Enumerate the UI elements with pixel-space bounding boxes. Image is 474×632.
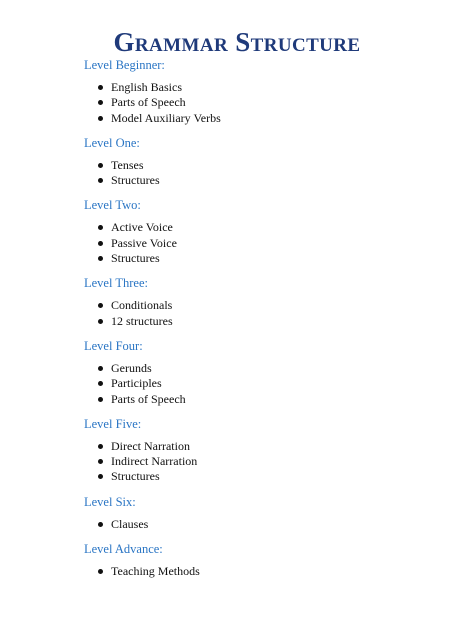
bullet-icon xyxy=(98,85,103,90)
list-item-text: Structures xyxy=(111,469,160,484)
list-item-text: Gerunds xyxy=(111,360,152,375)
list-item xyxy=(84,376,444,391)
list-item xyxy=(84,111,444,126)
level-heading: Level Advance: xyxy=(84,542,163,557)
bullet-icon xyxy=(98,319,103,324)
bullet-icon xyxy=(98,444,103,449)
section-level-one xyxy=(84,134,444,197)
list-item-text: Active Voice xyxy=(111,220,173,235)
topic-list xyxy=(84,557,444,587)
level-heading: Level One: xyxy=(84,135,140,150)
topic-list xyxy=(84,354,444,415)
list-item-text: Structures xyxy=(111,173,160,188)
bullet-icon xyxy=(98,397,103,402)
list-item-text: Direct Narration xyxy=(111,438,190,453)
bullet-icon xyxy=(98,303,103,308)
page-title: Grammar Structure xyxy=(113,27,361,57)
list-item-text: English Basics xyxy=(111,80,182,94)
list-item-text: Participles xyxy=(111,376,162,391)
topic-list xyxy=(84,291,444,337)
bullet-icon xyxy=(98,522,103,527)
topic-list xyxy=(84,432,444,493)
level-heading: Level Four: xyxy=(84,338,143,353)
list-item-text: Clauses xyxy=(111,516,149,531)
list-item xyxy=(84,158,444,173)
list-item-text: Model Auxiliary Verbs xyxy=(111,110,221,125)
bullet-icon xyxy=(98,366,103,371)
list-item-text: Conditionals xyxy=(111,298,173,313)
bullet-icon xyxy=(98,459,103,464)
section-level-two xyxy=(84,196,444,274)
list-item-text: Passive Voice xyxy=(111,235,177,250)
list-item xyxy=(84,469,444,484)
list-item xyxy=(84,564,444,579)
topic-list xyxy=(84,73,444,134)
list-item-text: Tenses xyxy=(111,157,144,172)
list-item xyxy=(84,392,444,407)
sections-container xyxy=(84,56,444,587)
bullet-icon xyxy=(98,225,103,230)
level-heading: Level Three: xyxy=(84,276,148,291)
list-item xyxy=(84,236,444,251)
list-item xyxy=(84,251,444,266)
bullet-icon xyxy=(98,256,103,261)
level-heading: Level Beginner: xyxy=(84,58,165,72)
list-item xyxy=(84,95,444,110)
list-item xyxy=(84,220,444,235)
section-level-three xyxy=(84,274,444,337)
list-item-text: Structures xyxy=(111,251,160,266)
bullet-icon xyxy=(98,163,103,168)
list-item-text: Parts of Speech xyxy=(111,391,186,406)
level-heading: Level Six: xyxy=(84,494,136,509)
list-item xyxy=(84,80,444,95)
section-level-advance xyxy=(84,540,444,587)
level-heading: Level Two: xyxy=(84,198,141,213)
bullet-icon xyxy=(98,381,103,386)
section-level-six xyxy=(84,493,444,540)
topic-list xyxy=(84,213,444,274)
topic-list xyxy=(84,510,444,540)
list-item xyxy=(84,298,444,313)
bullet-icon xyxy=(98,100,103,105)
topic-list xyxy=(84,151,444,197)
list-item-text: 12 structures xyxy=(111,313,173,328)
list-item xyxy=(84,517,444,532)
list-item xyxy=(84,173,444,188)
bullet-icon xyxy=(98,474,103,479)
list-item-text: Teaching Methods xyxy=(111,564,200,579)
level-heading: Level Five: xyxy=(84,416,142,431)
section-level-five xyxy=(84,415,444,493)
bullet-icon xyxy=(98,116,103,121)
list-item-text: Indirect Narration xyxy=(111,454,198,469)
list-item xyxy=(84,439,444,454)
list-item-text: Parts of Speech xyxy=(111,95,186,110)
bullet-icon xyxy=(98,569,103,574)
list-item xyxy=(84,314,444,329)
bullet-icon xyxy=(98,178,103,183)
list-item xyxy=(84,361,444,376)
bullet-icon xyxy=(98,241,103,246)
list-item xyxy=(84,454,444,469)
section-level-four xyxy=(84,337,444,415)
section-level-beginner xyxy=(84,56,444,134)
